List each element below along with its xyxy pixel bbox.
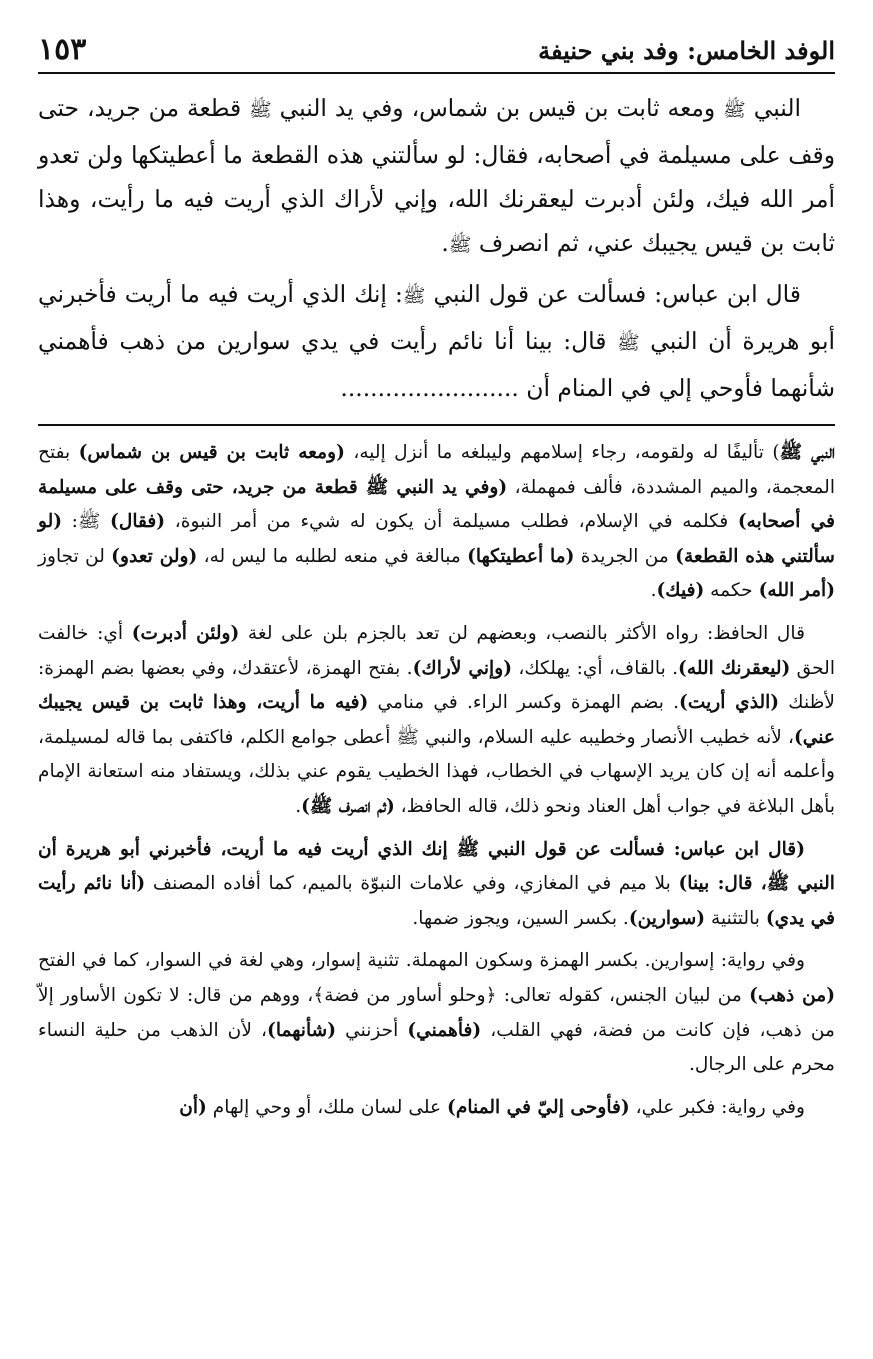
bold-quote: (سوارين) [628, 907, 706, 929]
running-title: الوفد الخامس: وفد بني حنيفة [538, 36, 835, 65]
text-run: . بضم الهمزة وكسر الراء. في منامي [368, 692, 680, 714]
commentary [38, 436, 835, 1125]
text-run: . [650, 580, 657, 602]
text-run: ، لأنه خطيب الأنصار وخطيبه عليه السلام، والنبي ﷺ أعطى جوامع الكلم، فاكتفى بما قاله لمسيلمة، وأعلمه أنه إن كان يريد الإسهاب في الخطاب، فهذا الخطيب يقوم عني بذلك، ويستفاد منه استعانة الإمام بأهل البلاغة في جواب أهل العناد ونحو ذلك، قاله الحافظ، [38, 726, 835, 817]
bold-quote: (ولئن أدبرت) [131, 622, 240, 644]
commentary-paragraph [38, 833, 835, 937]
text-run: وفي رواية: إسوارين. بكسر الهمزة وسكون المهملة. تثنية إسوار، وهي لغة في السوار، كما في الفتح [38, 950, 805, 972]
bold-quote: (من ذهب) [749, 984, 835, 1006]
book-page [38, 30, 835, 1339]
text-run: أحزنني [336, 1019, 408, 1041]
main-paragraph [38, 86, 835, 268]
text-run: . بفتح الهمزة، لأعتقدك، وفي بعضها بضم الهمزة: لأظنك [38, 657, 835, 714]
bold-quote: (ليعقرنك الله) [678, 657, 791, 679]
bold-quote: (شأنهما) [267, 1019, 337, 1041]
text-run: ) تأليفًا له ولقومه، رجاء إسلامهم وليبلغه ما أنزل إليه، [344, 442, 780, 463]
bold-quote: (فيك) [656, 580, 705, 602]
text-run: بلا ميم في المغازي، وفي علامات النبوّة بالميم، كما أفاده المصنف [145, 873, 679, 895]
text-run: ومعه ثابت بن قيس بن شماس، وفي يد النبي [271, 94, 724, 122]
bold-quote: (وإني لأراك) [412, 657, 512, 679]
salla-ligature: ﷺ [402, 286, 426, 307]
text-run: قال ابن عباس: فسألت عن قول النبي [425, 280, 801, 308]
commentary-paragraph [38, 436, 835, 609]
bold-quote: (أمر الله) [758, 580, 835, 602]
salla-ligature: ﷺ [617, 333, 640, 354]
bold-quote: (فقال) [110, 511, 166, 533]
bold-quote: (أنا نائم رأيت في يدي) [38, 873, 835, 929]
continuation-dots: ........................ [340, 374, 519, 402]
bold-quote: (فأوحى إليّ في المنام) [447, 1096, 630, 1118]
page-number: ١٥٣ [38, 32, 87, 67]
commentary-paragraph [38, 1091, 835, 1126]
text-run: بفتح المعجمة، والميم المشددة، فألف فمهملة، [38, 442, 835, 498]
bold-quote: (ما أعطيتكها) [467, 545, 575, 567]
text-run: : إنك الذي أريت فيه ما أريت فأخبرني أبو هريرة أن النبي [38, 280, 835, 355]
salla-ligature: ﷺ [448, 235, 472, 256]
text-run: . [441, 229, 449, 257]
text-run: حكمه [704, 580, 759, 602]
text-run: . بكسر السين، ويجوز ضمها. [412, 907, 629, 929]
text-run: ﷺ: [62, 511, 111, 533]
text-run: قال: بينا أنا نائم رأيت في يدي سوارين من ذهب فأهمني شأنهما فأوحي إلي في المنام أن [38, 327, 835, 402]
salla-ligature: ﷺ [723, 100, 746, 121]
text-run: من لبيان الجنس، كقوله تعالى: ﴿وحلو أساور من فضة﴾، ووهم من قال: لا تكون الأساور إلاّ من ذهب، فإن كانت من فضة، فهي القلب، [38, 984, 835, 1041]
bold-quote: (قال ابن عباس: فسألت عن قول النبي ﷺ إنك الذي أريت فيه ما أريت، فأخبرني أبو هريرة أن النبي ﷺ، قال: بينا) [38, 838, 835, 895]
text-run: مبالغة في منعه لطلبه ما ليس له، [197, 545, 468, 567]
main-text [38, 86, 835, 410]
text-run: ، لأن الذهب من حلية النساء محرم على الرجال. [38, 1019, 835, 1076]
text-run: قطعة من جريد، حتى وقف على مسيلمة في أصحابه، فقال: لو سألتني هذه القطعة ما أعطيتكها ولن تعدو أمر الله فيك، ولئن أدبرت ليعقرنك الله، وإني لأراك الذي أريت فيه ما رأيت، وهذا ثابت بن قيس يجيبك عني، ثم انصرف [38, 94, 835, 257]
commentary-paragraph [38, 944, 835, 1082]
bold-quote: (فيه ما أريت، وهذا ثابت بن قيس يجيبك عني) [38, 692, 835, 748]
page-header [38, 30, 835, 74]
text-run: لن تجاوز [38, 545, 112, 567]
text-run: أي: خالفت الحق [38, 622, 835, 679]
bold-quote: (الذي أريت) [679, 692, 780, 714]
text-run: وفي رواية: فكبر علي، [629, 1096, 805, 1118]
text-run: النبي [745, 94, 801, 122]
bold-quote: (وفي يد النبي ﷺ قطعة من جريد، حتى وقف على مسيلمة في أصحابه) [38, 476, 835, 533]
text-run: من الجريدة [574, 545, 676, 567]
bold-quote: (فأهمني) [407, 1019, 482, 1041]
main-paragraph [38, 272, 835, 410]
footnote-separator [38, 424, 835, 426]
bold-quote: (ولن تعدو) [111, 545, 198, 567]
text-run: على لسان ملك، أو وحي إلهام [206, 1096, 448, 1118]
text-run: . [295, 795, 302, 817]
salla-ligature: ﷺ [249, 100, 272, 121]
bold-quote: النبي ﷺ [779, 442, 835, 463]
text-run: . بالقاف، أي: يهلكك، [512, 657, 679, 679]
text-run: بالتثنية [705, 907, 766, 929]
text-run: قال الحافظ: رواه الأكثر بالنصب، وبعضهم لن تعد بالجزم بلن على لغة [239, 622, 805, 644]
bold-quote: (أن [179, 1096, 207, 1118]
commentary-paragraph [38, 617, 835, 825]
bold-quote: (ثم انصرف ﷺ) [301, 795, 395, 817]
bold-quote: (لو سألتني هذه القطعة) [38, 511, 835, 567]
text-run: فكلمه في الإسلام، فطلب مسيلمة أن يكون له شيء من أمر النبوة، [165, 511, 738, 533]
bold-quote: (ومعه ثابت بن قيس بن شماس) [78, 442, 345, 463]
